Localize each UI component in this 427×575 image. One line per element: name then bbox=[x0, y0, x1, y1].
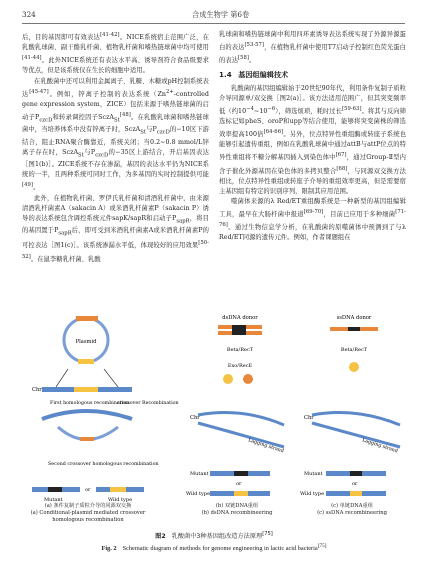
exo-icon bbox=[243, 374, 253, 384]
subfigure-c-cn: (c) 单链DNA重组 bbox=[331, 503, 373, 509]
paragraph: 此外，在植物乳杆菌、罗伊氏乳杆菌和清酒乳杆菌中，由来源清酒乳杆菌素A（sakacin A）或米酒乳杆菌素P（sakacin P）诱导的表达系统包含调控系统元件sapK/sapR和启动子$P_{sapR}$，将目的基因置于$P_{sapR}$后，即可受到米酒乳杆菌素A或米酒乳杆菌素P的可控表达［图1(c)］。该系统渗漏水平低，体现较好的应用效果[50-52]。在鼠李糖乳杆菌、乳酸 bbox=[22, 194, 209, 263]
first-hr-label: First homologous recombination bbox=[50, 401, 130, 406]
chr-label-b: Chr bbox=[190, 415, 200, 421]
paragraph: 后，目的基因即可有效表达[41-42]。NICE系统宿主范围广泛，在乳酸乳球菌、副干酪乳杆菌、植物乳杆菌和嗜热链球菌中均可使用[41-44]。此外NICE系统还有表达水平高、诱导剂符合食品级要求等优点，但是该系统仅在生长的细胞中适用。 bbox=[22, 32, 209, 75]
or-label: or bbox=[85, 487, 91, 493]
lagging-label: Lagging strand bbox=[247, 438, 285, 455]
caption-cn-text: 乳酸菌中3种基因组改造方法原理[75] bbox=[171, 531, 273, 541]
subfigure-c-en: (c) ssDNA recombineering bbox=[317, 510, 387, 516]
subfigure-a-label bbox=[22, 503, 154, 524]
page-header bbox=[22, 10, 405, 24]
wildtype-target bbox=[110, 487, 126, 492]
recombinase-label: Beta/RecT bbox=[226, 347, 254, 353]
second-hr-label: Second crossover homologous recombination bbox=[48, 462, 159, 467]
subfigure-a-cn: (a) 条件复制子质粒介导的同源双交换 bbox=[44, 503, 132, 509]
plasmid-arm bbox=[76, 316, 98, 321]
chromosome-strand bbox=[198, 413, 284, 425]
recombinase-icon bbox=[223, 374, 233, 384]
lagging-strand bbox=[198, 423, 284, 447]
subfigure-a-en: (a) Conditional-plasmid mediated crossover homologous recombination bbox=[30, 510, 146, 523]
crossover-label: crossover Recombination bbox=[117, 401, 179, 406]
wildtype-label-b: Wild type bbox=[186, 491, 211, 497]
mutant-marker-c bbox=[350, 471, 362, 476]
mutant-marker-b bbox=[234, 471, 248, 476]
exo-label: Exo/RecE bbox=[227, 363, 253, 369]
paragraph: 在乳酸菌中还可以利用金属离子、乳糖、木糖或pH控制系统表达[45-47]。例如，锌离子控制的表达系统（$Zn^{2+}$-controlled gene expression system，ZICE）包括来源于嗜热链球菌的启动子$P_{czcD}$和转录调控因子SczA$_{St}$[48]。在乳酸乳球菌和嗜热链球菌中，当培养体系中没有锌离子时，SczA$_{St}$与$P_{czcD}$的−10区下游结合，阻止RNA聚合酶靠近，系统关闭；当0.2~0.8 mmol/L锌离子存在时，SczA$_{St}$与$P_{czcD}$的−35区上游结合，开启基因表达［图1(b)］。ZICE系统不存在渗漏，基因的表达水平仍为NICE系统的一半，且两种系统可同时工作，为多基因的实时控制提供可能[49]。 bbox=[22, 77, 210, 192]
figure-diagram bbox=[22, 307, 406, 529]
mutant-label-b: Mutant bbox=[190, 471, 209, 477]
paragraph: 乳酸菌的基因组编辑始于20世纪90年代，利用条件复制子质粒介导同源单/双交换［图2(a)］。该方法适用范围广，但其突变频率低（约$10^{-4}\sim 10^{-6}$），筛选烦琐，耗时过长[59-63]。将其与反向筛选标记如pheS、oroP和upp等结合使用，能够将突变菌株的筛选效率提高100倍[64-66]。另外，位点特异性重组酶或转座子系统也能够引起遗传重组，例如在乳酸乳球菌中通过attB与attP位点的特异性重组将不糖分解基因插入到染色体中[67]，通过Group-Ⅱ型内含子催化外源基因在染色体的多拷贝整合[68]，与同源双交换方法相比，位点特异性重组或转座子介导的重组效率更高，但是需要宿主基因组有特定的识别序列，限制其应用范围。 bbox=[219, 84, 407, 195]
subfigure-c-label bbox=[298, 503, 406, 517]
ss-donor-marker bbox=[348, 327, 360, 331]
page-number: 324 bbox=[22, 10, 36, 19]
donor-marker bbox=[232, 325, 246, 335]
plasmid-target bbox=[78, 359, 94, 364]
dsdna-donor-label: dsDNA donor bbox=[222, 315, 258, 321]
caption-en-text: Schematic diagram of methods for genome engineering in lactic acid bacteria[75] bbox=[122, 543, 327, 553]
subfigure-b-label bbox=[182, 503, 292, 517]
wildtype-target-b bbox=[234, 491, 248, 496]
mutant-label: Mutant bbox=[44, 497, 63, 503]
or-label-b: or bbox=[236, 481, 242, 487]
lagging-strand-c bbox=[312, 423, 400, 447]
integrated-chromosome bbox=[42, 411, 132, 419]
lagging-label-c: Lagging strand bbox=[361, 438, 399, 455]
integrated-arm bbox=[80, 437, 94, 441]
recombinase-label-c: Beta/RecT bbox=[340, 347, 368, 353]
paragraph: 乳球菌和嗜热链球菌中利用四环素诱导表达系统实现了外源异源蛋白的表达[53-57]，在植物乳杆菌中使用T7启动子控制红色荧光蛋白的表达[58]。 bbox=[219, 31, 406, 65]
section-heading bbox=[219, 70, 406, 80]
caption-en-label: Fig. 2 bbox=[101, 545, 117, 553]
chromosome-strand-c bbox=[312, 413, 400, 425]
wildtype-label: Wild type bbox=[108, 497, 133, 503]
subfigure-b-en: (b) dsDNA recombineering bbox=[201, 510, 273, 516]
wildtype-target-c bbox=[350, 491, 362, 496]
panel-a bbox=[32, 316, 179, 503]
section-number: 1.4 bbox=[219, 70, 232, 80]
panel-c bbox=[300, 315, 400, 497]
wildtype-label-c: Wild type bbox=[300, 491, 325, 497]
right-column bbox=[219, 30, 406, 243]
figure-caption-en bbox=[22, 541, 406, 554]
mutant-label-c: Mutant bbox=[304, 471, 323, 477]
panel-b bbox=[186, 315, 285, 497]
chromosome-target bbox=[74, 387, 98, 392]
figure-2 bbox=[22, 307, 406, 529]
mutant-marker bbox=[48, 487, 62, 492]
left-column bbox=[22, 30, 209, 265]
caption-cn-label: 图2 bbox=[155, 533, 166, 541]
recombinase-icon-c bbox=[349, 362, 359, 372]
ssdna-donor-label: ssDNA donor bbox=[336, 315, 372, 321]
header-rule bbox=[22, 23, 405, 24]
paragraph: 噬菌体来源的λ Red/ET重组酶系统是一种新型的基因组编辑工具，最早在大肠杆菌中报道[69-70]，目前已应用于多种细菌[71-76]。通过生物信息学分析，在乳酸菌的原噬菌体中预测到了与λ Red/ET同源的遗传元件。例如，作者课题组在 bbox=[219, 197, 406, 242]
chr-label-c: Chr bbox=[304, 415, 314, 421]
chr-label: Chr bbox=[32, 387, 42, 393]
crossover-lines bbox=[56, 369, 118, 387]
or-label-c: or bbox=[352, 481, 358, 487]
subfigure-b-cn: (b) 双链DNA重组 bbox=[215, 503, 259, 509]
section-title: 基因组编辑技术 bbox=[238, 70, 289, 80]
plasmid-label: Plasmid bbox=[75, 339, 97, 345]
journal-name: 合成生物学 第6卷 bbox=[192, 10, 250, 19]
